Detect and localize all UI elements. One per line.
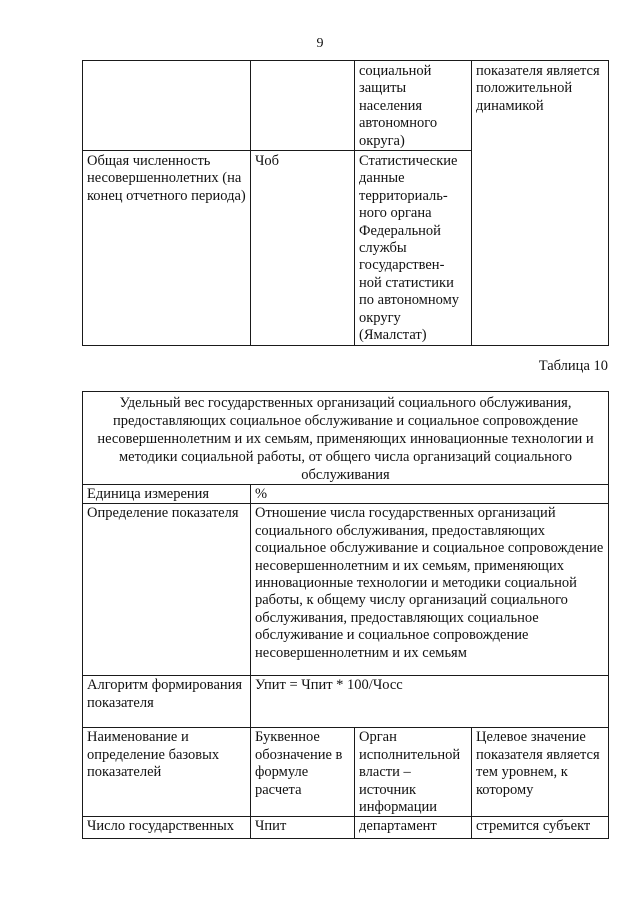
unit-value: % [251, 485, 609, 504]
table-cell-indicator-name: Общая численность несовершеннолетних (на конец отчетного периода) [83, 151, 251, 345]
table-title: Удельный вес государственных организаций социального обслуживания, предоставляющих социальное обслуживание и социальное сопровождение несовершеннолетним и их семьям, применяющих инновационные технологии и методики социальной работы, от общего числа организаций социального обслуживания [83, 392, 609, 485]
base-header-symbol: Буквенное обозначение в формуле расчета [251, 728, 355, 817]
base-row-source: департамент [355, 817, 472, 839]
table-row [83, 817, 609, 839]
table-cell-source: социальной защиты населения автономного округа) [355, 61, 472, 151]
table-9-continuation [82, 60, 609, 346]
table-cell-symbol: Чоб [251, 151, 355, 345]
table-title-row [83, 392, 609, 485]
definition-label: Определение показателя [83, 504, 251, 676]
base-row-symbol: Чпит [251, 817, 355, 839]
table-row [83, 676, 609, 728]
table-cell-target: показателя является положительной динамикой [472, 61, 609, 346]
unit-label: Единица измерения [83, 485, 251, 504]
table-row [83, 485, 609, 504]
table-cell [251, 61, 355, 151]
table-row [83, 504, 609, 676]
table-cell-source: Статистические данные территориаль-ного органа Федеральной службы государствен-ной статистики по автономному округу (Ямалстат) [355, 151, 472, 345]
base-header-name: Наименование и определение базовых показателей [83, 728, 251, 817]
base-header-target: Целевое значение показателя является тем уровнем, к которому [472, 728, 609, 817]
table-row [83, 61, 609, 151]
table-10 [82, 391, 609, 839]
algorithm-formula: Упит = Чпит * 100/Чосс [251, 676, 609, 728]
table-caption: Таблица 10 [538, 358, 608, 374]
page-number: 9 [316, 36, 324, 51]
base-row-name: Число государственных [83, 817, 251, 839]
table-cell [83, 61, 251, 151]
base-header-source: Орган исполнительной власти – источник информации [355, 728, 472, 817]
algorithm-label: Алгоритм формирования показателя [83, 676, 251, 728]
base-row-target: стремится субъект [472, 817, 609, 839]
definition-value: Отношение числа государственных организаций социального обслуживания, предоставляющих социальное обслуживание и социальное сопровождение несовершеннолетним и их семьям, применяющих инновационные технологии и методики социальной работы, к общему числу организаций социального обслуживания, предоставляющих социальное обслуживание и социальное сопровождение несовершеннолетним и их семьям [251, 504, 609, 676]
table-row [83, 728, 609, 817]
